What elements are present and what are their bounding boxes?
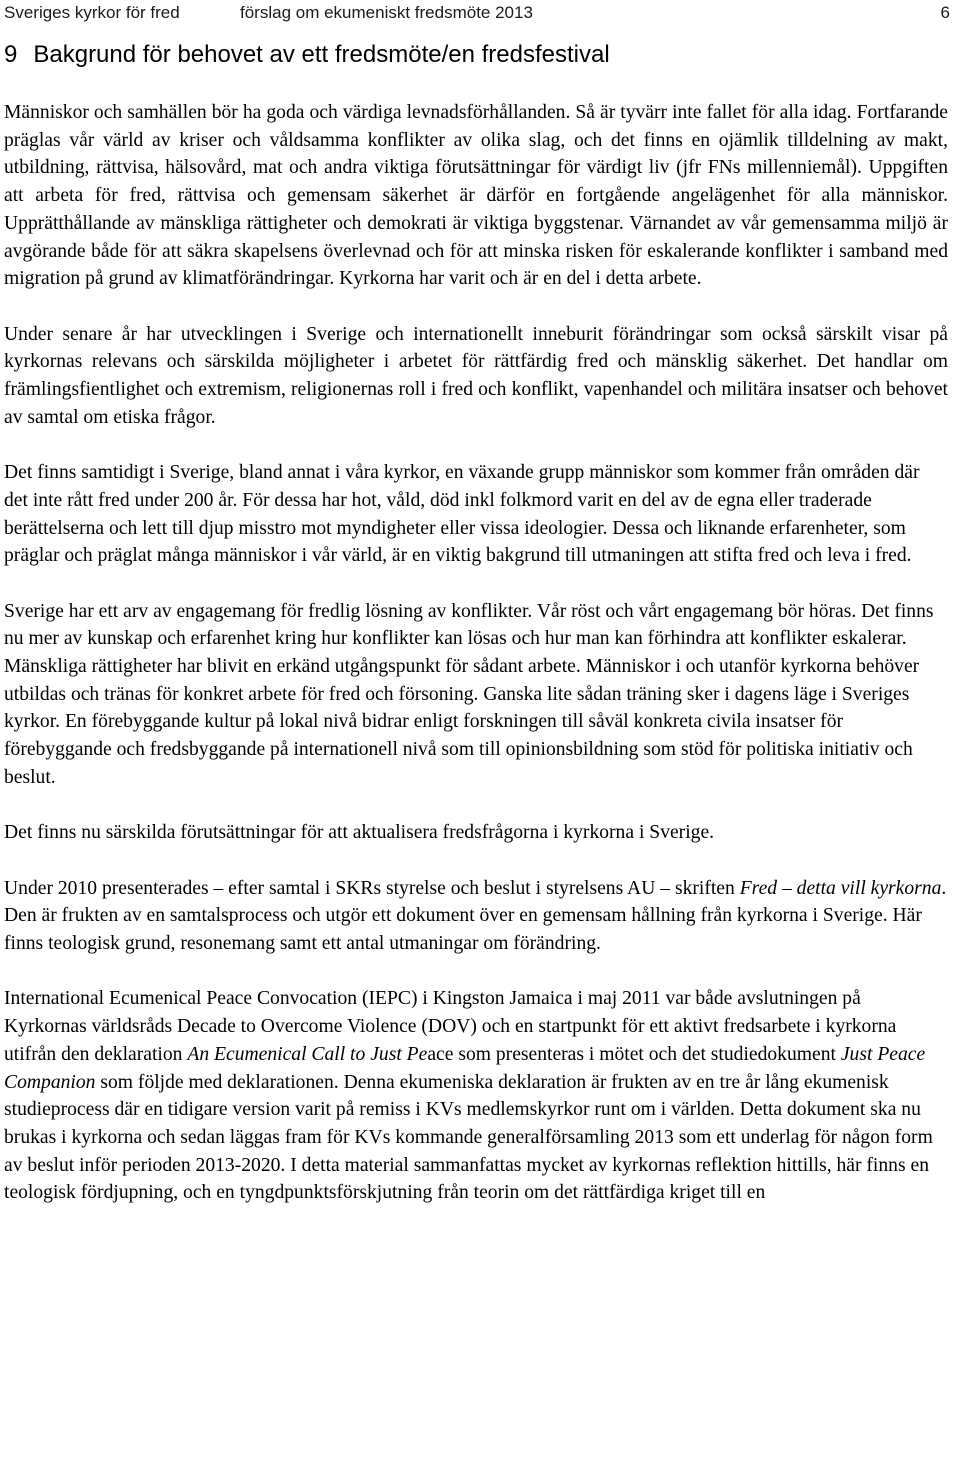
study-document-title: Just Peace Companion	[4, 1043, 926, 1093]
paragraph-7-text-b: ace som presenteras i mötet och det studiedokument	[427, 1043, 841, 1065]
paragraph-4: Sverige har ett arv av engagemang för fredlig lösning av konflikter. Vår röst och vårt engagemang bör höras. Det finns nu mer av kunskap och erfarenhet kring hur konflikter kan lösas och hur man kan förhindra att konflikter eskalerar. Mänskliga rättigheter har blivit en erkänd utgångspunkt för sådant arbete. Människor i och utanför kyrkorna behöver utbildas och tränas för konkret arbete för fred och försoning. Ganska lite sådan träning sker i dagens läge i Sveriges kyrkor. En förebyggande kultur på lokal nivå bidrar enligt forskningen till såväl konkreta civila insatser för förebyggande och fredsbyggande på internationell nivå som till opinionsbildning som stöd för politiska initiativ och beslut.	[4, 600, 934, 788]
paragraph-6-text-a: Under 2010 presenterades – efter samtal i SKRs styrelse och beslut i styrelsens AU – skriften	[4, 877, 740, 899]
header-organization: Sveriges kyrkor för fred	[4, 3, 180, 22]
declaration-title: An Ecumenical Call to Just Pe	[187, 1043, 428, 1065]
paragraph-7-text-a: International Ecumenical Peace Convocation (IEPC) i Kingston Jamaica i maj 2011 var både avslutningen på Kyrkornas världsråds Decade to Overcome Violence (DOV) och en startpunkt för ett aktivt fredsarbete i kyrkorna utifrån den deklaration	[4, 988, 897, 1065]
paragraph-7	[4, 985, 948, 1207]
paragraph-2: Under senare år har utvecklingen i Sverige och internationellt inneburit förändringar som också särskilt visar på kyrkornas relevans och särskilda möjligheter i arbetet för rättfärdig fred och mänsklig säkerhet. Det handlar om främlingsfientlighet och extremism, religionernas roll i fred och konflikt, vapenhandel och militära insatser och behovet av samtal om etiska frågor.	[4, 323, 948, 428]
paragraph-6	[4, 875, 948, 958]
paragraph-5: Det finns nu särskilda förutsättningar för att aktualisera fredsfrågorna i kyrkorna i Sverige.	[4, 822, 715, 844]
body-text	[4, 99, 948, 1235]
section-number: 9	[4, 41, 18, 68]
publication-title: Fred – detta vill kyrkorna	[739, 877, 942, 899]
paragraph-6-text-b: . Den är frukten av en samtalsprocess och utgör ett dokument över en gemensam hållning från kyrkorna i Sverige. Här finns teologisk grund, resonemang samt ett antal utmaningar om förändring.	[4, 877, 947, 955]
section-title: Bakgrund för behovet av ett fredsmöte/en fredsfestival	[33, 41, 610, 68]
section-heading	[4, 40, 610, 70]
paragraph-1: Människor och samhällen bör ha goda och värdiga levnadsförhållanden. Så är tyvärr inte fallet för alla idag. Fortfarande präglas vår värld av kriser och våldsamma konflikter av olika slag, och det finns en ojämlik tilldelning av makt, utbildning, rättvisa, hälsovård, mat och andra viktiga förutsättningar för värdigt liv (jfr FNs millenniemål). Uppgiften att arbeta för fred, rättvisa och gemensam säkerhet är därför en fortgående angelägenhet för alla människor. Upprätthållande av mänskliga rättigheter och demokrati är viktiga byggstenar. Värnandet av vår gemensamma miljö är avgörande både för att säkra skapelsens överlevnad och för att minska risken för eskalerande konflikter i samband med migration på grund av klimatförändringar. Kyrkorna har varit och är en del i detta arbete.	[4, 102, 948, 290]
paragraph-7-text-c: som följde med deklarationen. Denna ekumeniska deklaration är frukten av en tre år lång ekumenisk studieprocess där en tidigare version varit på remiss i KVs medlemskyrkor runt om i världen. Detta dokument ska nu brukas i kyrkorna och sedan läggas fram för KVs kommande generalförsamling 2013 som ett underlag för någon form av beslut inför perioden 2013-2020. I detta material sammanfattas mycket av kyrkornas reflektion hittills, här finns en teologisk fördjupning, och en tyngdpunktsförskjutning från teorin om det rättfärdiga kriget till en	[4, 1071, 933, 1204]
paragraph-3: Det finns samtidigt i Sverige, bland annat i våra kyrkor, en växande grupp människor som kommer från områden där det inte rått fred under 200 år. För dessa har hot, våld, död inkl folkmord varit en del av de egna eller traderade berättelserna och lett till djup misstro mot myndigheter eller vissa ideologier. Dessa och liknande erfarenheter, som präglar och präglat många människor i vår värld, är en viktig bakgrund till utmaningen att stifta fred och leva i fred.	[4, 462, 920, 567]
running-header	[4, 2, 950, 28]
header-document-title: förslag om ekumeniskt fredsmöte 2013	[240, 3, 533, 22]
page-number: 6	[940, 3, 950, 22]
